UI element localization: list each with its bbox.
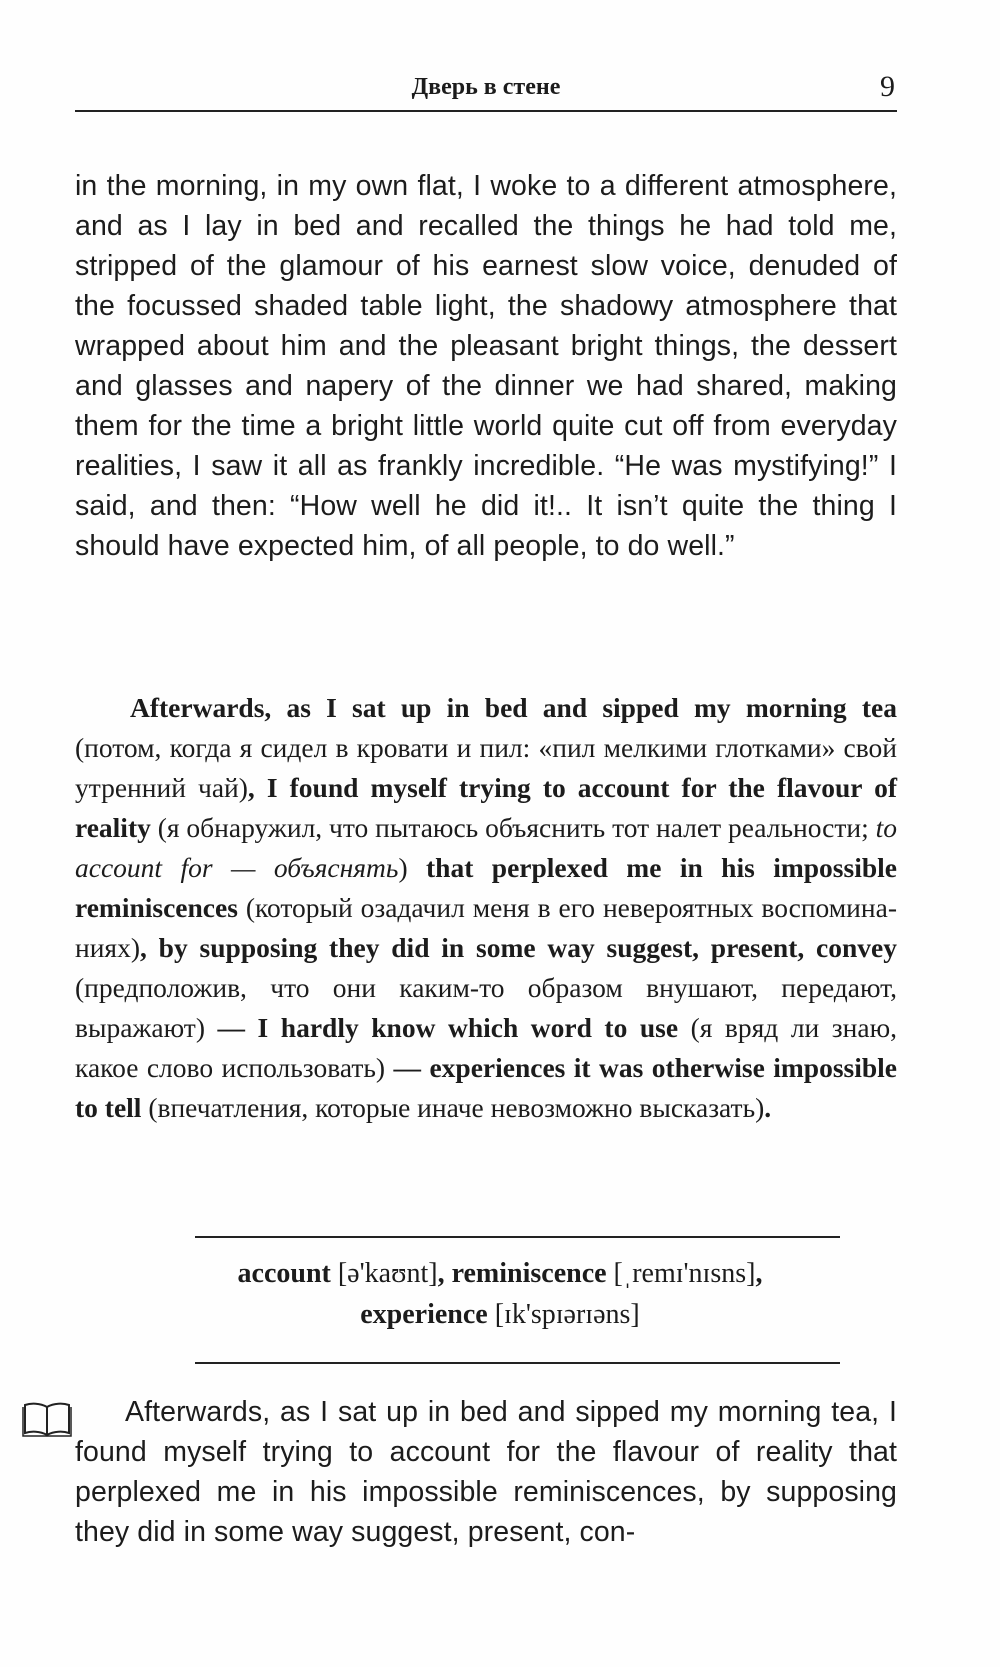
gloss-note-2: to account for — объяснять [75,812,897,883]
english-text-continuation: in the morning, in my own flat, I woke to a different atmosphere, and as I lay in bed and recalled the things he had told me, stripped of the glamour of his earnest slow voice, denuded of the focussed shaded table light, the shadowy atmosphere that wrapped about him and the pleasant bright things, the dessert and glasses and napery of the dinner we had shared, making them for the time a bright little world quite cut off from everyday realities, I saw it all as frankly incredible. “He was mystifying!” I said, and then: “How well he did it!.. It isn’t quite the thing I should have expected him, of all people, to do well.” [75,170,897,562]
vocab-rule-bottom [195,1362,840,1364]
gloss-close-2: ) [398,852,427,883]
vocab-word: reminiscence [451,1258,607,1289]
running-title: Дверь в стене [411,74,561,100]
page-number: 9 [880,70,895,103]
phrase-en-3: that perplexed me in his impossible reminiscences [75,852,897,923]
vocabulary-box [100,1253,900,1335]
phrase-en-4: , by supposing they did in some way suggest, present, convey [140,932,897,963]
gloss-ru-5: (я вряд ли знаю, какое слово использовать) [75,1012,897,1083]
phrase-en-1: Afterwards, as I sat up in bed and sipped my morning tea [130,692,897,723]
gloss-ru-6: (впечатления, которые иначе невозможно высказать) [141,1092,765,1123]
annotated-paragraph [75,688,897,1128]
vocab-entry [238,1258,445,1289]
phrase-en-6: — experiences it was otherwise impossible to tell [75,1052,897,1123]
gloss-ru-1: (потом, когда я сидел в кровати и пил: «пил мелкими глотками» свой утренний чай) [75,732,897,803]
vocab-word: account [237,1258,331,1289]
vocab-transcription: [ə'kaʊnt] [337,1258,438,1289]
vocab-transcription: [ˌremɪ'nɪsns] [613,1258,756,1289]
phrase-en-2: , I found myself trying to account for the flavour of reality [75,772,898,843]
final-period: . [764,1092,772,1123]
gloss-ru-4: (предположив, что они каким-то образом внушают, передают, выражают) [75,972,897,1043]
vocab-sep: , [755,1258,763,1289]
reading-paragraph: Afterwards, as I sat up in bed and sipped my morning tea, I found myself trying to account for the flavour of reality that perplexed me in his impossible reminiscences, by supposing they did in some way suggest, present, con- [75,1396,897,1548]
page-header [75,66,897,112]
gloss-ru-2: (я обнаружил, что пытаюсь объяснить тот налет реальности; [150,812,876,843]
vocab-word: experience [360,1299,488,1330]
open-book-icon [22,1400,72,1438]
gloss-ru-3: (который озадачил меня в его невероятных воспоминаниях) [75,892,897,963]
vocab-entry [360,1299,640,1330]
phrase-en-5: — I hardly know which word to use [217,1012,679,1043]
vocab-rule-top [195,1236,840,1238]
vocab-entry [452,1258,763,1289]
vocab-transcription: [ɪk'spɪərɪəns] [494,1299,640,1330]
vocab-sep: , [437,1258,445,1289]
